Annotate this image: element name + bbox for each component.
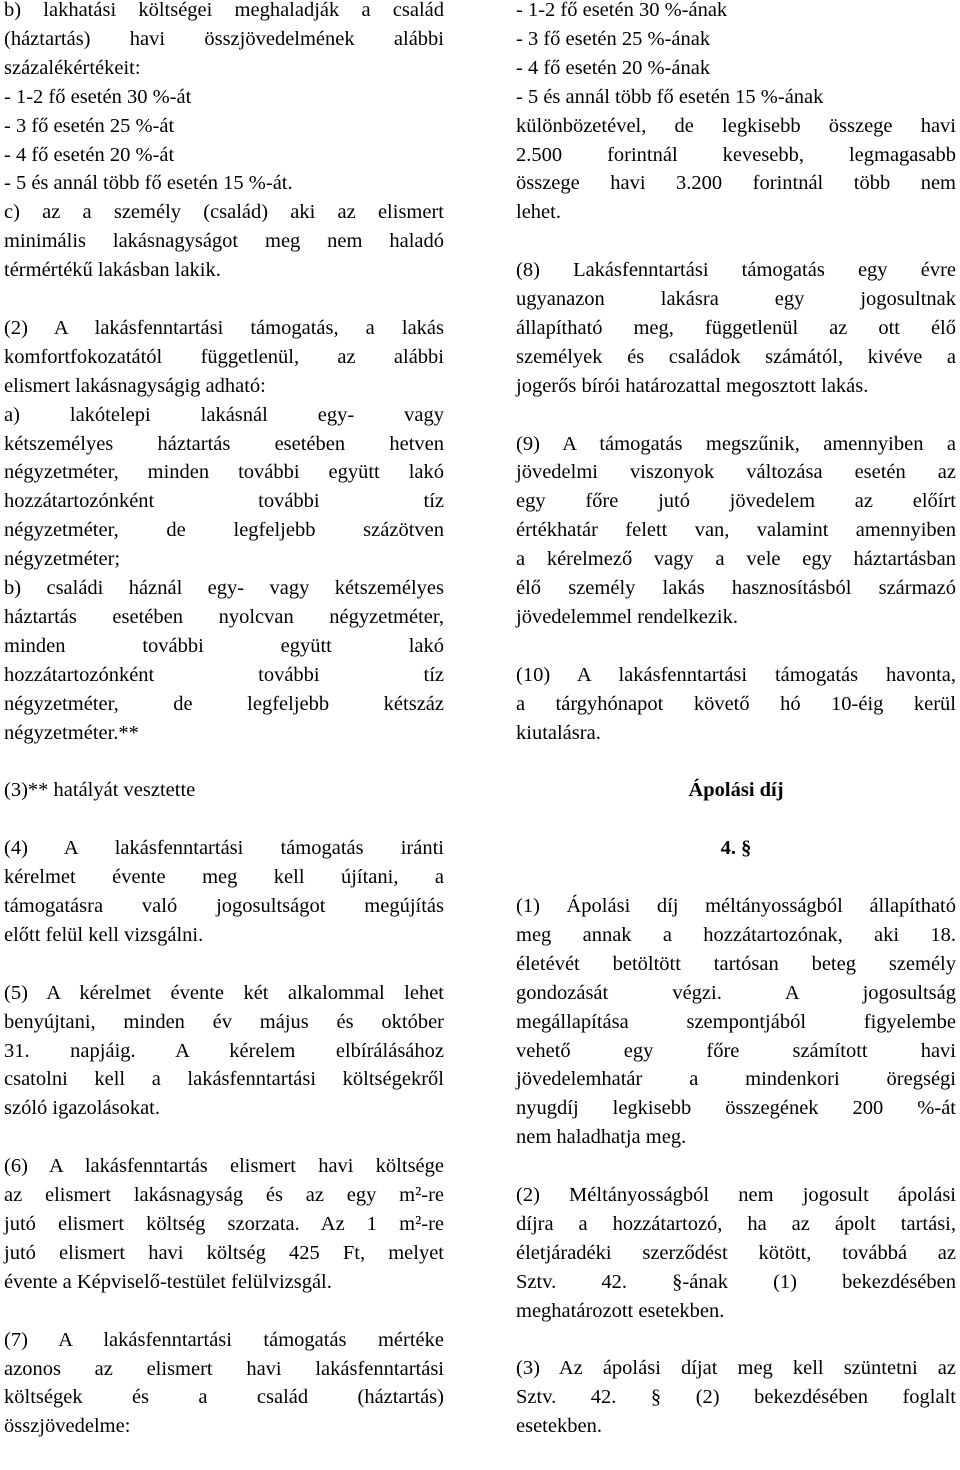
paragraph: [4, 1152, 444, 1297]
text-line: (7) A lakásfenntartási támogatás mértéke: [4, 1328, 444, 1351]
text-line: évente a Képviselő-testület felülvizsgál.: [4, 1270, 332, 1293]
text-line: jogerős bírói határozattal megosztott lakás.: [516, 374, 869, 397]
text-line: - 3 fő esetén 25 %-át: [4, 114, 175, 137]
text-line: meghatározott esetekben.: [516, 1299, 725, 1322]
paragraph: [516, 892, 956, 1152]
text-line: 4. §: [720, 837, 752, 860]
left-column: [4, 0, 444, 1470]
text-line: jövedelmi viszonyok változása esetén az: [516, 461, 956, 484]
text-line: elismert lakásnagyságig adható:: [4, 374, 266, 397]
text-line: gondozását végzi. A jogosultság: [516, 981, 956, 1004]
text-line: támogatásra való jogosultságot megújítás: [4, 895, 444, 918]
text-line: hozzátartozónként további tíz: [4, 490, 444, 513]
text-line: (2) A lakásfenntartási támogatás, a lakás: [4, 316, 444, 339]
text-line: négyzetméter.**: [4, 721, 139, 744]
text-line: vehető egy főre számított havi: [516, 1039, 956, 1062]
text-line: - 5 és annál több fő esetén 15 %-ának: [516, 85, 824, 108]
text-line: összjövedelme:: [4, 1415, 131, 1438]
text-line: előtt felül kell vizsgálni.: [4, 923, 204, 946]
paragraph: [516, 1354, 956, 1441]
text-line: benyújtani, minden év május és október: [4, 1010, 444, 1033]
text-line: az elismert lakásnagyság és az egy m²-re: [4, 1184, 444, 1207]
text-line: minimális lakásnagyságot meg nem haladó: [4, 230, 444, 253]
text-line: különbözetével, de legkisebb összege havi: [516, 114, 956, 137]
text-line: Sztv. 42. § (2) bekezdésében foglalt: [516, 1386, 956, 1409]
paragraph: [516, 256, 956, 401]
text-line: kiutalásra.: [516, 721, 601, 744]
text-line: állapítható meg, függetlenül az ott élő: [516, 316, 956, 339]
text-line: jövedelemhatár a mindenkori öregségi: [516, 1068, 956, 1091]
text-line: - 4 fő esetén 20 %-át: [4, 143, 175, 166]
text-line: Ápolási díj: [688, 779, 784, 802]
text-line: b) lakhatási költségei meghaladják a család: [4, 0, 444, 21]
text-line: komfortfokozatától függetlenül, az alábbi: [4, 345, 444, 368]
right-column: [516, 0, 956, 1470]
text-line: b) családi háznál egy- vagy kétszemélyes: [4, 577, 444, 600]
text-line: (háztartás) havi összjövedelmének alábbi: [4, 27, 444, 50]
text-line: jutó elismert költség szorzata. Az 1 m²-re: [4, 1212, 444, 1235]
paragraph: [516, 0, 956, 227]
text-line: meg annak a hozzátartozónak, aki 18.: [516, 923, 956, 946]
paragraph: [516, 430, 956, 632]
text-line: (1) Ápolási díj méltányosságból állapítható: [516, 895, 956, 917]
text-line: (6) A lakásfenntartás elismert havi költsége: [4, 1155, 444, 1178]
text-line: összege havi 3.200 forintnál több nem: [516, 172, 956, 195]
paragraph: [4, 0, 444, 285]
text-line: személyek és családok számától, kivéve a: [516, 345, 956, 368]
text-line: szóló igazolásokat.: [4, 1097, 160, 1120]
paragraph: [4, 776, 444, 805]
paragraph: [4, 834, 444, 950]
text-line: jövedelemmel rendelkezik.: [516, 606, 738, 628]
paragraph: [516, 661, 956, 748]
text-line: térmértékű lakásban lakik.: [4, 259, 221, 282]
text-line: - 1-2 fő esetén 30 %-át: [4, 85, 192, 108]
text-line: százalékértékeit:: [4, 56, 141, 79]
text-line: élő személy lakás hasznosításból származó: [516, 577, 956, 600]
text-line: életjáradéki szerződést kötött, továbbá az: [516, 1241, 956, 1264]
paragraph: [516, 1181, 956, 1326]
text-line: (9) A támogatás megszűnik, amennyiben a: [516, 432, 956, 455]
text-line: - 5 és annál több fő esetén 15 %-át.: [4, 172, 293, 195]
text-line: megállapítása szempontjából figyelembe: [516, 1010, 956, 1033]
text-line: esetekben.: [516, 1415, 602, 1438]
text-line: Sztv. 42. §-ának (1) bekezdésében: [516, 1270, 956, 1293]
text-line: négyzetméter, minden további együtt lakó: [4, 461, 444, 484]
text-line: - 4 fő esetén 20 %-ának: [516, 56, 711, 79]
text-line: hozzátartozónként további tíz: [4, 663, 444, 686]
text-line: díjra a hozzátartozó, ha az ápolt tartási,: [516, 1212, 956, 1235]
text-line: azonos az elismert havi lakásfenntartási: [4, 1357, 444, 1380]
section-heading: [516, 776, 956, 805]
text-line: (4) A lakásfenntartási támogatás iránti: [4, 837, 444, 860]
text-line: c) az a személy (család) aki az elismert: [4, 201, 444, 224]
text-line: négyzetméter, de legfeljebb százötven: [4, 519, 444, 542]
text-line: - 1-2 fő esetén 30 %-ának: [516, 0, 728, 21]
text-line: (2) Méltányosságból nem jogosult ápolási: [516, 1184, 956, 1207]
text-line: minden további együtt lakó: [4, 634, 444, 657]
text-line: (3) Az ápolási díjat meg kell szüntetni az: [516, 1357, 956, 1380]
text-line: (5) A kérelmet évente két alkalommal lehet: [4, 981, 444, 1004]
section-heading: [516, 834, 956, 863]
text-line: csatolni kell a lakásfenntartási költségekről: [4, 1068, 444, 1091]
text-line: költségek és a család (háztartás): [4, 1386, 444, 1409]
text-line: négyzetméter, de legfeljebb kétszáz: [4, 692, 444, 715]
text-line: (3)** hatályát vesztette: [4, 779, 196, 802]
paragraph: [4, 1326, 444, 1442]
text-line: 31. napjáig. A kérelem elbírálásához: [4, 1039, 444, 1062]
text-line: ugyanazon lakásra egy jogosultnak: [516, 288, 956, 311]
text-line: nyugdíj legkisebb összegének 200 %-át: [516, 1097, 956, 1120]
text-line: (10) A lakásfenntartási támogatás havonta,: [516, 663, 956, 686]
paragraph: [4, 979, 444, 1124]
text-line: kérelmet évente meg kell újítani, a: [4, 866, 444, 889]
text-line: (8) Lakásfenntartási támogatás egy évre: [516, 259, 956, 282]
text-line: nem haladhatja meg.: [516, 1126, 687, 1149]
text-line: értékhatár felett van, valamint amennyiben: [516, 519, 956, 542]
text-line: a kérelmező vagy a vele egy háztartásban: [516, 548, 956, 571]
text-line: négyzetméter;: [4, 548, 121, 571]
text-line: egy főre jutó jövedelem az előírt: [516, 490, 956, 513]
text-line: lehet.: [516, 201, 561, 224]
text-line: jutó elismert havi költség 425 Ft, melyet: [4, 1241, 444, 1264]
text-line: kétszemélyes háztartás esetében hetven: [4, 432, 444, 455]
text-line: - 3 fő esetén 25 %-ának: [516, 27, 711, 50]
paragraph: [4, 314, 444, 748]
text-line: életévét betöltött tartósan beteg személy: [516, 952, 956, 975]
text-line: a tárgyhónapot követő hó 10-éig kerül: [516, 692, 956, 715]
text-line: a) lakótelepi lakásnál egy- vagy: [4, 403, 444, 426]
text-line: 2.500 forintnál kevesebb, legmagasabb: [516, 143, 956, 166]
text-line: háztartás esetében nyolcvan négyzetméter,: [4, 606, 444, 629]
